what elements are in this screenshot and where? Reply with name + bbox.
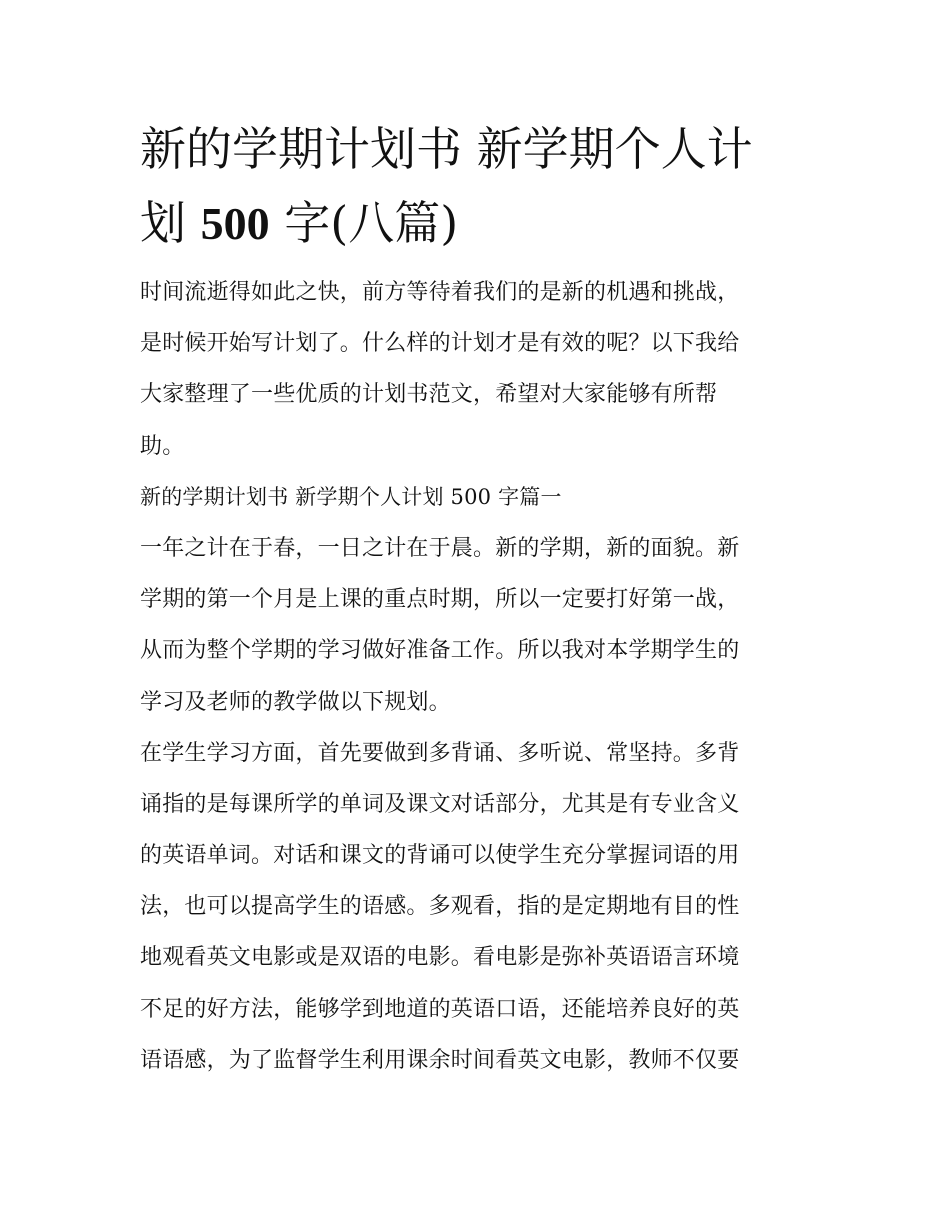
paragraph-line: 诵指的是每课所学的单词及课文对话部分，尤其是有专业含义: [140, 791, 740, 817]
paragraph-line: 的英语单词。对话和课文的背诵可以使学生充分掌握词语的用: [140, 843, 740, 869]
paragraph-line: 从而为整个学期的学习做好准备工作。所以我对本学期学生的: [140, 638, 740, 664]
paragraph-line: 学期的第一个月是上课的重点时期，所以一定要打好第一战，: [140, 587, 740, 613]
intro-line: 大家整理了一些优质的计划书范文，希望对大家能够有所帮: [140, 382, 718, 408]
title-line-2-prefix: 划: [140, 196, 201, 250]
paragraph-line: 一年之计在于春，一日之计在于晨。新的学期，新的面貌。新: [140, 535, 740, 561]
section-heading: 新的学期计划书 新学期个人计划 500 字篇一: [140, 484, 562, 509]
paragraph-line: 地观看英文电影或是双语的电影。看电影是弥补英语语言环境: [140, 945, 740, 971]
intro-line: 时间流逝得如此之快，前方等待着我们的是新的机遇和挑战，: [140, 280, 740, 305]
title-line-1: 新的学期计划书 新学期个人计: [140, 122, 753, 176]
paragraph-2: [140, 728, 812, 1086]
intro-line: 是时候开始写计划了。什么样的计划才是有效的呢？以下我给: [140, 331, 740, 357]
document-title: [140, 112, 812, 261]
intro-paragraph: [140, 267, 812, 472]
paragraph-line: 语语感，为了监督学生利用课余时间看英文电影，教师不仅要: [140, 1047, 740, 1073]
paragraph-line: 在学生学习方面，首先要做到多背诵、多听说、常坚持。多背: [140, 740, 740, 766]
paragraph-line: 学习及老师的教学做以下规划。: [140, 689, 451, 715]
paragraph-line: 不足的好方法，能够学到地道的英语口语，还能培养良好的英: [140, 996, 740, 1022]
document-body: [140, 112, 812, 1086]
title-line-2-suffix: 字(八篇): [269, 196, 459, 250]
intro-line: 助。: [140, 433, 185, 459]
paragraph-1: [140, 523, 812, 728]
paragraph-line: 法，也可以提高学生的语感。多观看，指的是定期地有目的性: [140, 894, 740, 920]
title-number: 500: [200, 198, 270, 249]
